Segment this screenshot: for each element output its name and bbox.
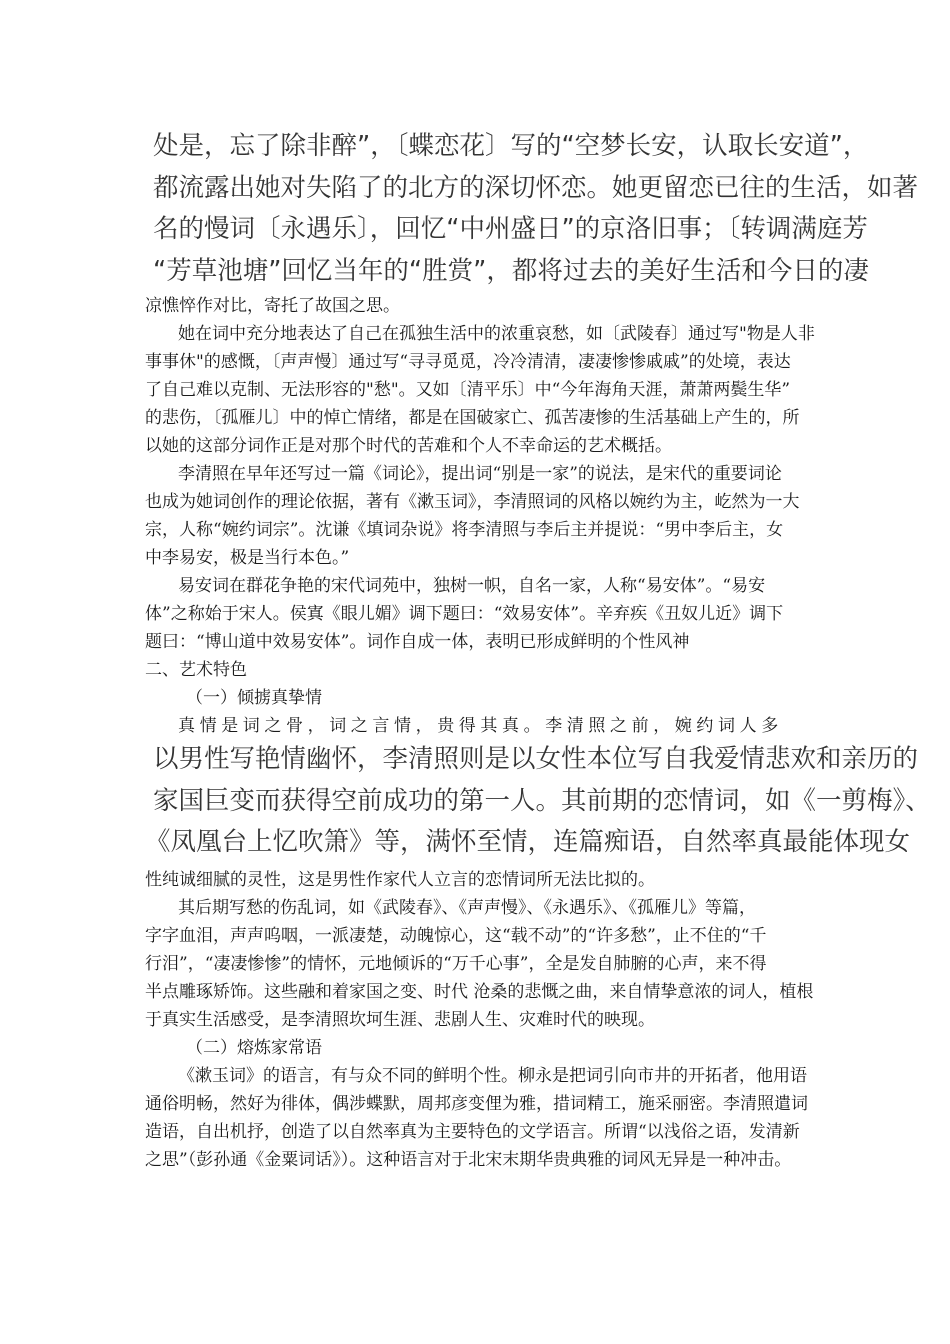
text-line: 凉憔悴作对比，寄托了故国之思。 bbox=[145, 296, 400, 316]
text-line: 题曰：“博山道中效易安体”。词作自成一体，表明已形成鲜明的个性风神 bbox=[145, 632, 690, 652]
subsection-heading: （二）熔炼家常语 bbox=[186, 1038, 322, 1058]
text-line: 以她的这部分词作正是对那个时代的苦难和个人不幸命运的艺术概括。 bbox=[145, 436, 672, 456]
text-line: 名的慢词〔永遇乐〕，回忆“中州盛日”的京洛旧事；〔转调满庭芳 bbox=[153, 214, 868, 244]
text-line: 之思”（彭孙通《金粟词话》）。这种语言对于北宋末期华贵典雅的词风无异是一种冲击。 bbox=[145, 1150, 792, 1170]
text-line: 中李易安，极是当行本色。” bbox=[145, 548, 350, 568]
text-line: 以男性写艳情幽怀，李清照则是以女性本位写自我爱情悲欢和亲历的 bbox=[153, 744, 919, 774]
text-line: 的悲伤，〔孤雁儿〕中的悼亡情绪，都是在国破家亡、孤苦凄惨的生活基础上产生的，所 bbox=[145, 408, 800, 428]
text-line: 家国巨变而获得空前成功的第一人。其前期的恋情词，如《一剪梅》、 bbox=[153, 786, 931, 816]
text-line: 行泪”，“凄凄惨惨”的情怀，元地倾诉的“万千心事”，全是发自肺腑的心声，来不得 bbox=[145, 954, 767, 974]
text-line: 性纯诚细腻的灵性，这是男性作家代人立言的恋情词所无法比拟的。 bbox=[145, 870, 655, 890]
text-line: 体”之称始于宋人。侯寘《眼儿媚》调下题曰：“效易安体”。辛弃疾《丑奴儿近》调下 bbox=[145, 604, 784, 624]
section-heading: 二、艺术特色 bbox=[145, 660, 247, 680]
paragraph-start: 真情是词之骨，词之言情，贵得其真。李清照之前，婉约词人多 bbox=[178, 716, 783, 736]
text-line: “芳草池塘”回忆当年的“胜赏”，都将过去的美好生活和今日的凄 bbox=[153, 256, 869, 286]
text-line: 半点雕琢矫饰。这些融和着家国之变、时代 沧桑的悲慨之曲，来自情挚意浓的词人，植根 bbox=[145, 982, 814, 1002]
subsection-heading: （一）倾掳真挚情 bbox=[186, 688, 322, 708]
text-line: 通俗明畅，然好为徘体，偶涉蝶默，周邦彦变俚为雅，措词精工，施采丽密。李清照遣词 bbox=[145, 1094, 808, 1114]
text-line: 处是，忘了除非醉”，〔蝶恋花〕写的“空梦长安，认取长安道”， bbox=[153, 131, 869, 161]
paragraph-start: 其后期写愁的伤乱词，如《武陵春》、《声声慢》、《永遇乐》、《孤雁儿》等篇， bbox=[178, 898, 756, 918]
text-line: 也成为她词创作的理论依据，著有《漱玉词》，李清照词的风格以婉约为主，屹然为一大 bbox=[145, 492, 800, 512]
text-line: 都流露出她对失陷了的北方的深切怀恋。她更留恋已往的生活，如著 bbox=[153, 173, 919, 203]
text-line: 《凤凰台上忆吹箫》等，满怀至情，连篇痴语，自然率真最能体现女 bbox=[145, 827, 911, 857]
text-line: 事事休"的感慨，〔声声慢〕通过写“寻寻觅觅，冷冷清清，凄凄惨惨戚戚”的处境，表达 bbox=[145, 352, 791, 372]
paragraph-start: 《漱玉词》的语言，有与众不同的鲜明个性。柳永是把词引向市井的开拓者，他用语 bbox=[178, 1066, 807, 1086]
paragraph-start: 她在词中充分地表达了自己在孤独生活中的浓重哀愁，如〔武陵春〕通过写"物是人非 bbox=[178, 324, 815, 344]
text-line: 字字血泪，声声呜咽，一派凄楚，动魄惊心，这“载不动”的“许多愁”，止不住的“千 bbox=[145, 926, 767, 946]
paragraph-start: 李清照在早年还写过一篇《词论》，提出词“别是一家”的说法，是宋代的重要词论 bbox=[178, 464, 782, 484]
text-line: 了自己难以克制、无法形容的"愁"。又如〔清平乐〕中“今年海角天涯，萧萧两鬓生华” bbox=[145, 380, 791, 400]
text-line: 造语，自出机抒，创造了以自然率真为主要特色的文学语言。所谓“以浅俗之语，发清新 bbox=[145, 1122, 800, 1142]
paragraph-start: 易安词在群花争艳的宋代词苑中，独树一帜，自名一家，人称“易安体”。“易安 bbox=[178, 576, 766, 596]
text-line: 于真实生活感受，是李清照坎坷生涯、悲剧人生、灾难时代的映现。 bbox=[145, 1010, 655, 1030]
text-line: 宗，人称“婉约词宗”。沈谦《填词杂说》将李清照与李后主并提说：“男中李后主，女 bbox=[145, 520, 784, 540]
